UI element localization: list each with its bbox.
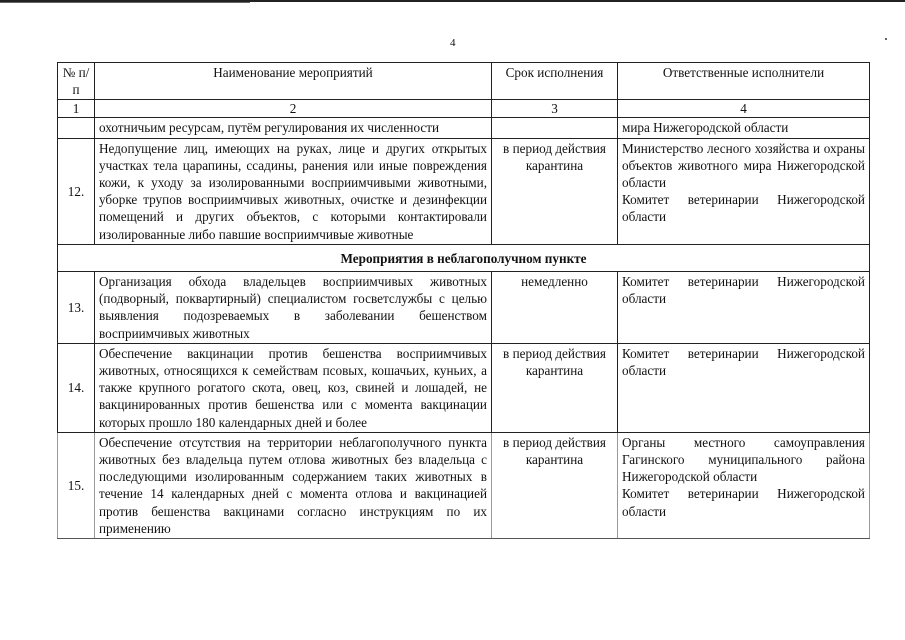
table-header-row [58, 63, 870, 100]
row-num [58, 118, 95, 138]
row-deadline: немедленно [492, 272, 618, 344]
section-row [58, 244, 870, 271]
col-number-1: 1 [58, 100, 95, 118]
row-deadline [492, 118, 618, 138]
table-row-13 [58, 272, 870, 344]
row-responsible [618, 138, 870, 244]
row-responsible: мира Нижегородской области [618, 118, 870, 138]
row-num: 13. [58, 272, 95, 344]
row-name: Организация обхода владельцев восприимчивых животных (подворный, поквартирный) специалистом госветслужбы с целью выявления подозреваемых в заболевании бешенством восприимчивых животных [95, 272, 492, 344]
row-responsible: Комитет ветеринарии Нижегородской области [618, 272, 870, 344]
col-number-4: 4 [618, 100, 870, 118]
row-num: 15. [58, 432, 95, 538]
scan-speck [885, 38, 887, 40]
header-name: Наименование мероприятий [95, 63, 492, 100]
row-name: Обеспечение вакцинации против бешенства восприимчивых животных, относящихся к семействам псовых, кошачьих, куньих, а также крупного рогатого скота, овец, коз, свиней и лошадей, не вакцинированных против бешенства или с момента вакцинации которых прошло 180 календарных дней и более [95, 343, 492, 432]
header-num: № п/п [58, 63, 95, 100]
row-responsible [618, 432, 870, 538]
row-deadline: в период действия карантина [492, 138, 618, 244]
row-deadline: в период действия карантина [492, 432, 618, 538]
table-row-15 [58, 432, 870, 538]
row-name: Недопущение лиц, имеющих на руках, лице и других открытых участках тела царапины, ссадины, ранения или иные повреждения кожи, к уходу за изолированными восприимчивыми животными, уборке трупов восприимчивых животных, очистке и дезинфекции помещений и других объектов, с которыми контактировали изолированные либо павшие восприимчивые животные [95, 138, 492, 244]
top-border-line-thin [0, 2, 250, 3]
row-num: 12. [58, 138, 95, 244]
row-responsible: Комитет ветеринарии Нижегородской области [618, 343, 870, 432]
row-num: 14. [58, 343, 95, 432]
measures-table [57, 62, 870, 539]
table-row-12 [58, 138, 870, 244]
header-responsible: Ответственные исполнители [618, 63, 870, 100]
row-deadline: в период действия карантина [492, 343, 618, 432]
page-number: 4 [450, 37, 456, 49]
responsible-vet-committee: Комитет ветеринарии Нижегородской области [622, 486, 865, 519]
row-name: охотничьим ресурсам, путём регулирования их численности [95, 118, 492, 138]
table-row-continuation [58, 118, 870, 138]
header-deadline: Срок исполнения [492, 63, 618, 100]
col-number-2: 2 [95, 100, 492, 118]
col-number-3: 3 [492, 100, 618, 118]
table-row-14 [58, 343, 870, 432]
column-number-row [58, 100, 870, 118]
section-title: Мероприятия в неблагополучном пункте [58, 244, 870, 271]
row-name: Обеспечение отсутствия на территории неблагополучного пункта животных без владельца путем отлова животных без владельца с последующими изолированным содержанием таких животных в течение 14 календарных дней с момента отлова и вакцинацией против бешенства вакцинами согласно инструкциям по их применению [95, 432, 492, 538]
responsible-local-government: Органы местного самоуправления Гагинского муниципального района Нижегородской области [622, 434, 865, 485]
responsible-ministry: Министерство лесного хозяйства и охраны объектов животного мира Нижегородской области [622, 140, 865, 191]
responsible-vet-committee: Комитет ветеринарии Нижегородской области [622, 192, 865, 225]
